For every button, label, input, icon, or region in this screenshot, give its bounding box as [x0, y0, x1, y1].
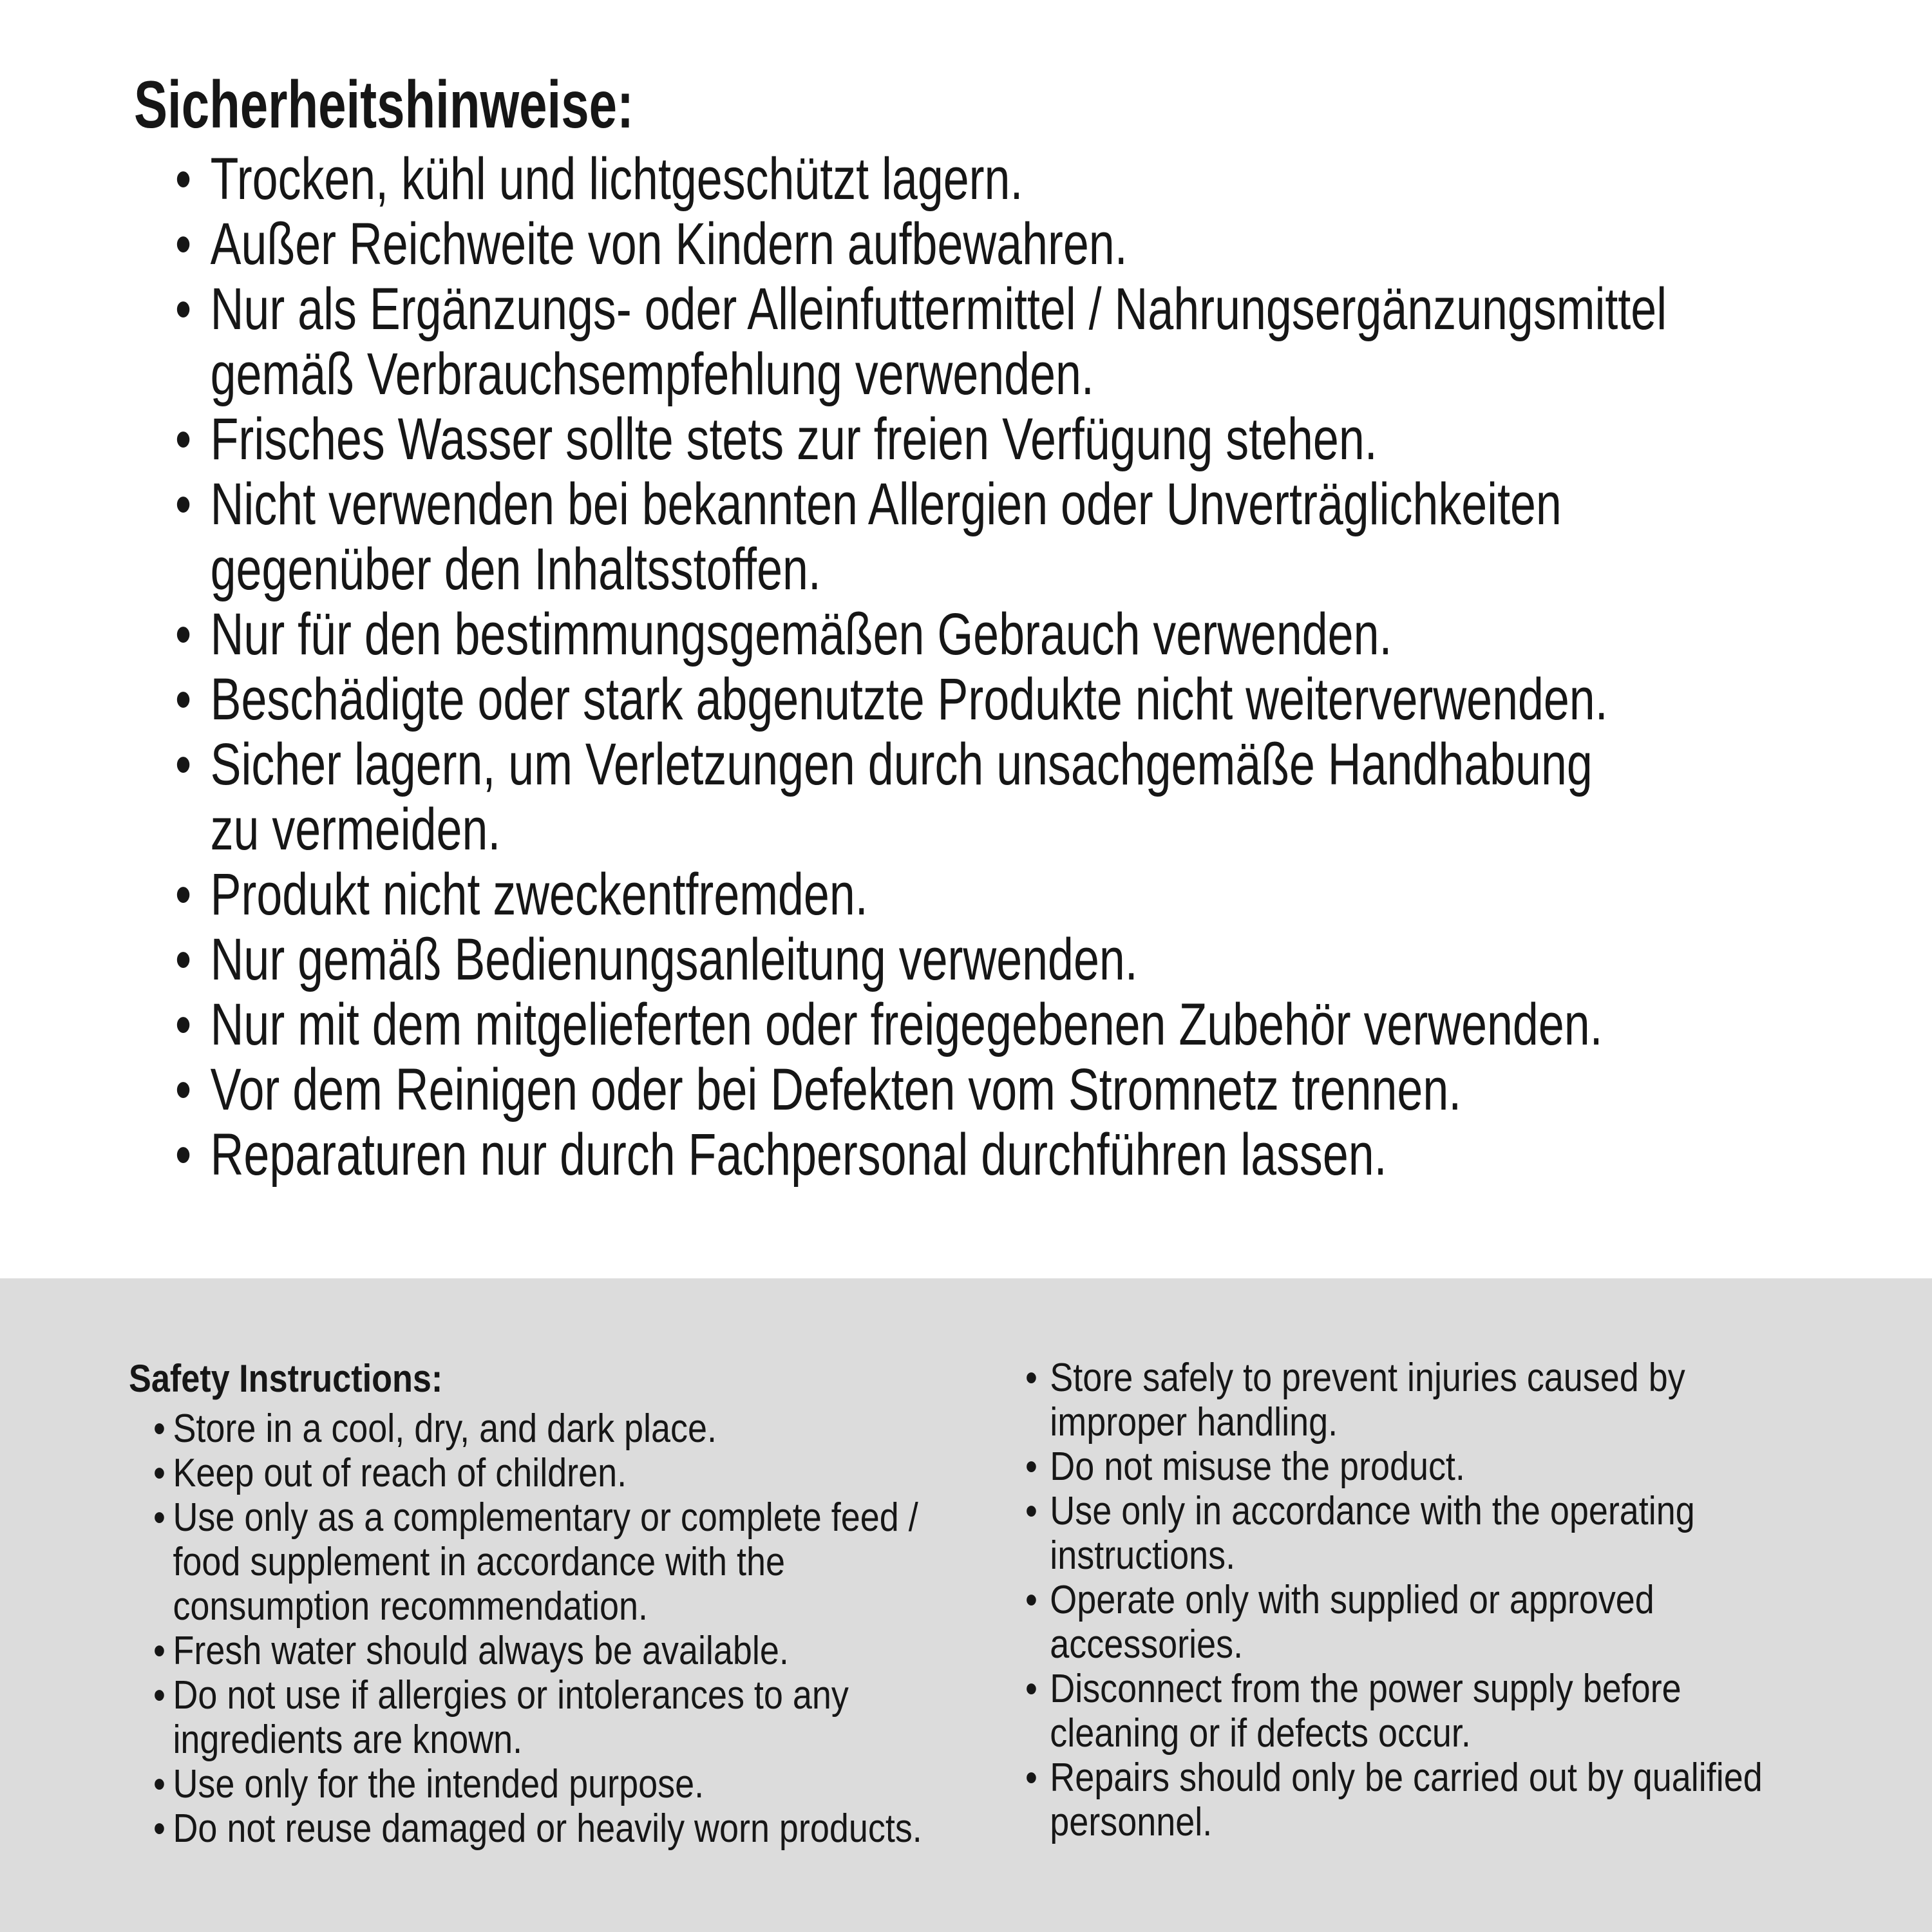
bullet-glyph: •: [175, 927, 192, 992]
list-item: [175, 1122, 1667, 1188]
english-safety-list-right: [1025, 1356, 1763, 1844]
list-item: [153, 1806, 922, 1851]
list-item-text: cleaning or if defects occur.: [1050, 1711, 1471, 1756]
bullet-glyph: •: [153, 1806, 166, 1851]
list-item-text: zu vermeiden.: [210, 797, 501, 862]
bullet-glyph: •: [1025, 1578, 1037, 1622]
list-item-text: Do not reuse damaged or heavily worn products.: [173, 1806, 922, 1851]
bullet-glyph: •: [153, 1495, 166, 1540]
list-item-text: Nur als Ergänzungs- oder Alleinfuttermittel / Nahrungsergänzungsmittel: [210, 276, 1667, 342]
list-item-text: Do not misuse the product.: [1050, 1444, 1465, 1489]
list-item: [153, 1451, 922, 1495]
list-item-text: Produkt nicht zweckentfremden.: [210, 862, 868, 927]
list-item: [175, 472, 1667, 537]
list-item-continuation: [1025, 1533, 1763, 1578]
bullet-glyph: •: [1025, 1756, 1037, 1800]
list-item: [153, 1406, 922, 1451]
list-item-continuation: [175, 797, 1667, 862]
bullet-glyph: •: [1025, 1489, 1037, 1533]
english-safety-list-left: [153, 1406, 922, 1851]
bullet-glyph: •: [175, 992, 192, 1057]
list-item: [153, 1629, 922, 1673]
list-item-text: Nur mit dem mitgelieferten oder freigegebenen Zubehör verwenden.: [210, 992, 1603, 1057]
list-item-text: improper handling.: [1050, 1400, 1338, 1444]
english-section-heading: Safety Instructions:: [129, 1357, 443, 1400]
list-item-continuation: [175, 537, 1667, 602]
list-item-continuation: [175, 342, 1667, 407]
german-safety-list: [175, 147, 1667, 1188]
bullet-glyph: •: [175, 1057, 192, 1122]
list-item-text: accessories.: [1050, 1622, 1244, 1667]
list-item-text: ingredients are known.: [173, 1718, 523, 1762]
list-item: [1025, 1667, 1763, 1711]
list-item-text: Keep out of reach of children.: [173, 1451, 627, 1495]
list-item: [175, 667, 1667, 732]
list-item-text: consumption recommendation.: [173, 1584, 649, 1629]
list-item-text: Trocken, kühl und lichtgeschützt lagern.: [210, 146, 1023, 212]
list-item-text: Außer Reichweite von Kindern aufbewahren.: [210, 211, 1128, 277]
list-item-text: Nur für den bestimmungsgemäßen Gebrauch verwenden.: [210, 601, 1392, 667]
bullet-glyph: •: [153, 1629, 166, 1673]
list-item: [175, 147, 1667, 212]
bullet-glyph: •: [175, 1122, 192, 1188]
bullet-glyph: •: [175, 406, 192, 472]
list-item: [175, 602, 1667, 667]
list-item: [153, 1673, 922, 1718]
bullet-glyph: •: [1025, 1667, 1037, 1711]
list-item-text: Beschädigte oder stark abgenutzte Produkte nicht weiterverwenden.: [210, 667, 1608, 732]
list-item: [175, 277, 1667, 342]
list-item: [1025, 1578, 1763, 1622]
list-item-text: instructions.: [1050, 1533, 1236, 1578]
list-item: [153, 1762, 922, 1806]
bullet-glyph: •: [175, 471, 192, 537]
list-item: [1025, 1356, 1763, 1400]
list-item: [175, 732, 1667, 797]
bullet-glyph: •: [175, 601, 192, 667]
list-item-continuation: [153, 1584, 922, 1629]
bullet-glyph: •: [175, 862, 192, 927]
german-section-heading: Sicherheitshinweise:: [134, 68, 634, 142]
bullet-glyph: •: [175, 276, 192, 342]
list-item-continuation: [1025, 1711, 1763, 1756]
list-item-text: Store safely to prevent injuries caused by: [1050, 1356, 1685, 1400]
list-item: [175, 992, 1667, 1057]
list-item: [1025, 1489, 1763, 1533]
list-item-text: Fresh water should always be available.: [173, 1629, 789, 1673]
list-item-text: gegenüber den Inhaltsstoffen.: [210, 536, 821, 602]
list-item-text: Do not use if allergies or intolerances to any: [173, 1673, 849, 1718]
bullet-glyph: •: [153, 1451, 166, 1495]
list-item: [175, 862, 1667, 927]
bullet-glyph: •: [153, 1762, 166, 1806]
list-item-text: Operate only with supplied or approved: [1050, 1578, 1654, 1622]
list-item-text: personnel.: [1050, 1800, 1213, 1844]
list-item-text: Frisches Wasser sollte stets zur freien Verfügung stehen.: [210, 406, 1378, 472]
list-item-text: Repairs should only be carried out by qualified: [1050, 1756, 1763, 1800]
list-item-text: Vor dem Reinigen oder bei Defekten vom Stromnetz trennen.: [210, 1057, 1462, 1122]
list-item-continuation: [1025, 1800, 1763, 1844]
list-item-text: Reparaturen nur durch Fachpersonal durchführen lassen.: [210, 1122, 1387, 1188]
list-item-text: Nur gemäß Bedienungsanleitung verwenden.: [210, 927, 1138, 992]
bullet-glyph: •: [153, 1673, 166, 1718]
list-item-continuation: [1025, 1622, 1763, 1667]
list-item-continuation: [153, 1540, 922, 1584]
list-item: [175, 407, 1667, 472]
list-item-text: Nicht verwenden bei bekannten Allergien oder Unverträglichkeiten: [210, 471, 1562, 537]
list-item-continuation: [1025, 1400, 1763, 1444]
list-item-text: Use only for the intended purpose.: [173, 1762, 705, 1806]
list-item: [153, 1495, 922, 1540]
list-item-text: Disconnect from the power supply before: [1050, 1667, 1681, 1711]
bullet-glyph: •: [153, 1406, 166, 1451]
bullet-glyph: •: [175, 732, 192, 797]
bullet-glyph: •: [1025, 1356, 1037, 1400]
bullet-glyph: •: [175, 211, 192, 277]
list-item: [175, 927, 1667, 992]
list-item-text: food supplement in accordance with the: [173, 1540, 785, 1584]
list-item-text: Sicher lagern, um Verletzungen durch unsachgemäße Handhabung: [210, 732, 1593, 797]
list-item: [1025, 1444, 1763, 1489]
list-item: [1025, 1756, 1763, 1800]
list-item-text: gemäß Verbrauchsempfehlung verwenden.: [210, 341, 1094, 407]
list-item-continuation: [153, 1718, 922, 1762]
list-item-text: Use only as a complementary or complete feed /: [173, 1495, 918, 1540]
list-item: [175, 1057, 1667, 1122]
bullet-glyph: •: [175, 667, 192, 732]
bullet-glyph: •: [1025, 1444, 1037, 1489]
list-item: [175, 212, 1667, 277]
bullet-glyph: •: [175, 146, 192, 212]
list-item-text: Store in a cool, dry, and dark place.: [173, 1406, 717, 1451]
list-item-text: Use only in accordance with the operating: [1050, 1489, 1695, 1533]
